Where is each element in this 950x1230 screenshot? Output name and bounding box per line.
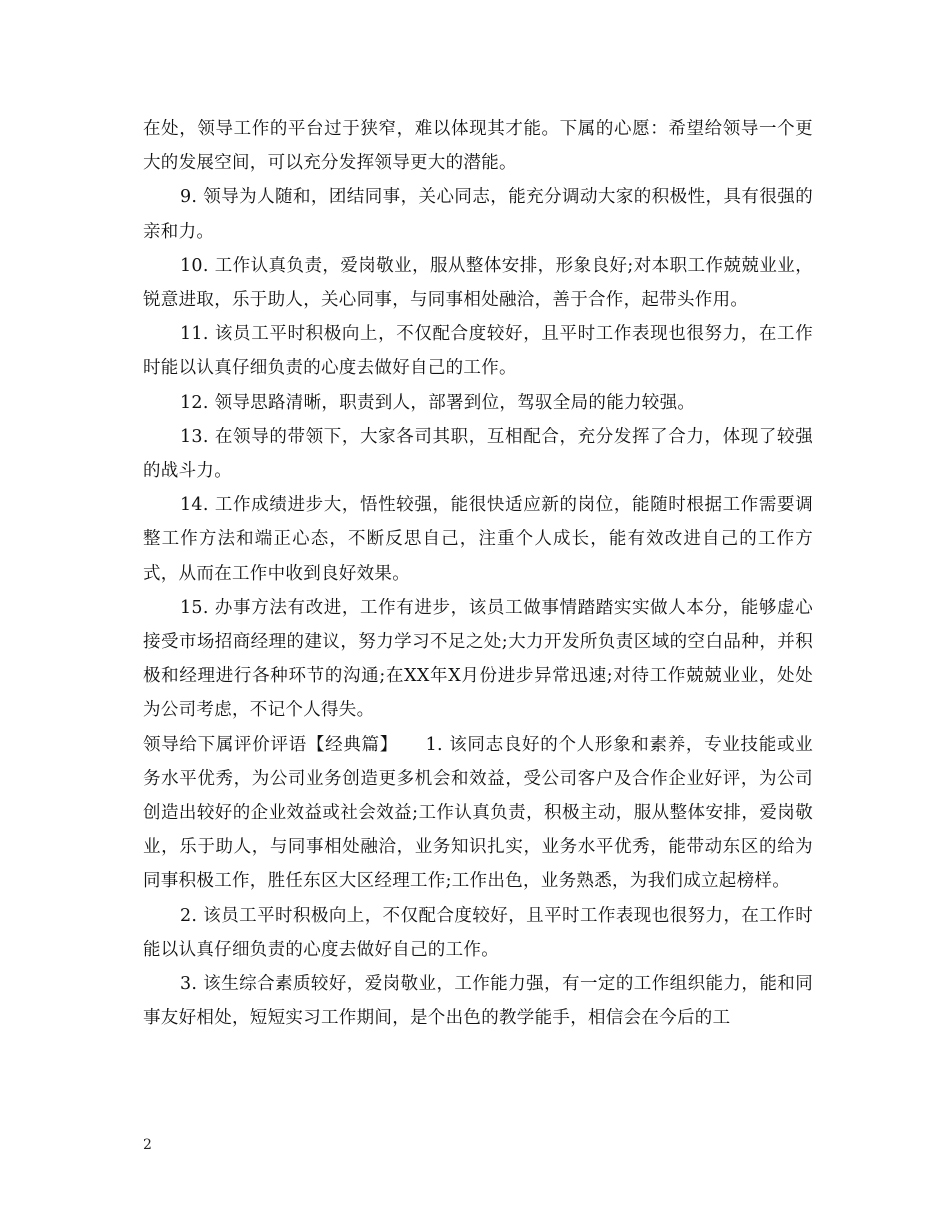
paragraph-item-13: 13. 在领导的带领下，大家各司其职，互相配合，充分发挥了合力，体现了较强的战斗力。 xyxy=(143,426,813,482)
document-body xyxy=(143,112,813,1035)
paragraph-item-12: 12. 领导思路清晰，职责到人，部署到位，驾驭全局的能力较强。 xyxy=(180,392,696,413)
paragraph-item-2: 2. 该员工平时积极向上，不仅配合度较好，且平时工作表现也很努力，在工作时能以认真仔细负责的心度去做好自己的工作。 xyxy=(143,905,813,960)
paragraph-item-14: 14. 工作成绩进步大，悟性较强，能很快适应新的岗位，能随时根据工作需要调整工作方法和端正心态，不断反思自己，注重个人成长，能有效改进自己的工作方式，从而在工作中收到良好效果。 xyxy=(143,495,813,584)
paragraph-item-11: 11. 该员工平时积极向上，不仅配合度较好，且平时工作表现也很努力，在工作时能以认真仔细负责的心度去做好自己的工作。 xyxy=(143,324,813,379)
section-heading-paragraph: 领导给下属评价评语【经典篇】 1. 该同志良好的个人形象和素养，专业技能或业务水平优秀，为公司业务创造更多机会和效益，受公司客户及合作企业好评，为公司创造出较好的企业效益或社会效益;工作认真负责，积极主动，服从整体安排，爱岗敬业，乐于助人，与同事相处融洽，业务知识扎实，业务水平优秀，能带动东区的给为同事积极工作，胜任东区大区经理工作;工作出色，业务熟悉，为我们成立起榜样。 xyxy=(143,734,813,892)
paragraph-item-9: 9. 领导为人随和，团结同事，关心同志，能充分调动大家的积极性，具有很强的亲和力。 xyxy=(143,187,813,242)
paragraph-item-10: 10. 工作认真负责，爱岗敬业，服从整体安排，形象良好;对本职工作兢兢业业，锐意进取，乐于助人，关心同事，与同事相处融洽，善于合作，起带头作用。 xyxy=(143,255,813,311)
paragraph-item-3: 3. 该生综合素质较好，爱岗敬业，工作能力强，有一定的工作组织能力，能和同事友好相处，短短实习工作期间，是个出色的教学能手，相信会在今后的工 xyxy=(143,974,813,1029)
page-number: 2 xyxy=(143,1137,152,1153)
paragraph-item-15: 15. 办事方法有改进，工作有进步，该员工做事情踏踏实实做人本分，能够虚心接受市场招商经理的建议，努力学习不足之处;大力开发所负责区域的空白品种，并积极和经理进行各种环节的沟通;在XX年X月份进步异常迅速;对待工作兢兢业业，处处为公司考虑，不记个人得失。 xyxy=(143,597,813,721)
paragraph-continuation: 在处，领导工作的平台过于狭窄，难以体现其才能。下属的心愿：希望给领导一个更大的发展空间，可以充分发挥领导更大的潜能。 xyxy=(143,119,813,174)
